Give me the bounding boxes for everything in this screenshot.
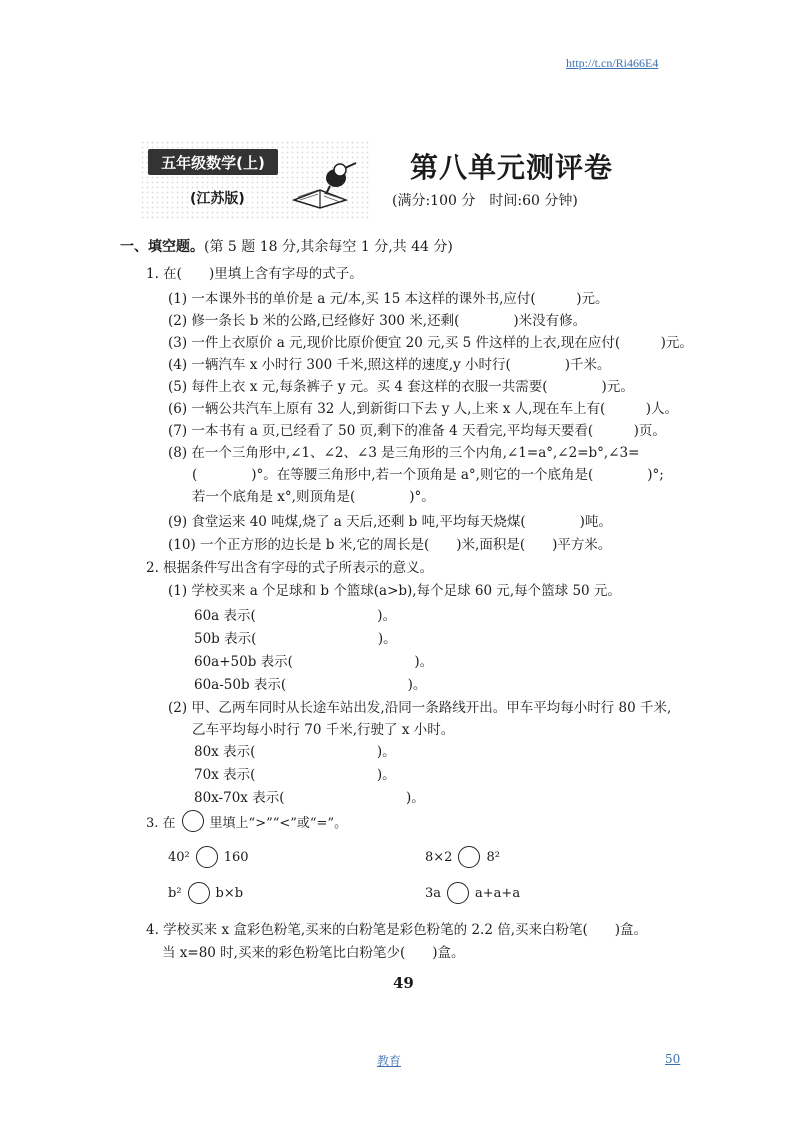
answer-circle[interactable]	[447, 882, 469, 904]
compare-item	[425, 882, 520, 904]
exam-meta: (满分:100 分 时间:60 分钟)	[392, 193, 578, 209]
compare-item	[425, 846, 500, 868]
answer-circle[interactable]	[196, 846, 218, 868]
question-4-line1: 4. 学校买来 x 盒彩色粉笔,买来的白粉笔是彩色粉笔的 2.2 倍,买来白粉笔( )盒。	[146, 922, 648, 938]
q1-item: (1) 一本课外书的单价是 a 元/本,买 15 本这样的课外书,应付( )元。	[168, 291, 609, 307]
answer-circle[interactable]	[188, 882, 210, 904]
q1-item: (4) 一辆汽车 x 小时行 300 千米,照这样的速度,y 小时行( )千米。	[168, 357, 611, 373]
q3-stem-start: 3. 在	[146, 815, 176, 831]
q1-item: (8) 在一个三角形中,∠1、∠2、∠3 是三角形的三个内角,∠1=a°,∠2=b°,∠3=	[168, 445, 640, 461]
book-illustration-icon	[290, 160, 362, 214]
question-2-stem: 2. 根据条件写出含有字母的式子所表示的意义。	[146, 560, 434, 576]
q1-item: (10) 一个正方形的边长是 b 米,它的周长是( )米,面积是( )平方米。	[168, 537, 612, 553]
q1-item: ( )°。在等腰三角形中,若一个顶角是 a°,则它的一个底角是( )°;	[192, 467, 664, 483]
section-title: 一、填空题。	[120, 239, 204, 255]
q2-sub2-line2: 乙车平均每小时行 70 千米,行驶了 x 小时。	[192, 722, 455, 738]
question-4-line2: 当 x=80 时,买来的彩色粉笔比白粉笔少( )盒。	[162, 945, 465, 961]
q1-item: (7) 一本书有 a 页,已经看了 50 页,剩下的准备 4 天看完,平均每天要看( )页。	[168, 423, 666, 439]
q2-sub1: (1) 学校买来 a 个足球和 b 个篮球(a>b),每个足球 60 元,每个篮球 50 元。	[168, 583, 621, 599]
compare-left: 40²	[168, 849, 190, 865]
answer-circle[interactable]	[458, 846, 480, 868]
grade-badge: 五年级数学(上)	[148, 149, 278, 175]
question-1-stem: 1. 在( )里填上含有字母的式子。	[146, 266, 363, 282]
q1-item: (2) 修一条长 b 米的公路,已经修好 300 米,还剩( )米没有修。	[168, 313, 587, 329]
compare-right: 160	[223, 849, 249, 865]
q1-item: (5) 每件上衣 x 元,每条裤子 y 元。买 4 套这样的衣服一共需要( )元。	[168, 379, 634, 395]
q1-item: 若一个底角是 x°,则顶角是( )°。	[192, 489, 435, 505]
section-heading	[120, 236, 453, 256]
q2-sub1-item: 60a-50b 表示( )。	[194, 677, 427, 693]
q2-sub2-item: 80x-70x 表示( )。	[194, 790, 425, 806]
compare-right: a+a+a	[475, 885, 521, 901]
q3-stem-end: 里填上“>”“<”或“=”。	[209, 815, 348, 831]
compare-left: 3a	[425, 885, 442, 901]
q2-sub2-item: 70x 表示( )。	[194, 767, 396, 783]
compare-left: b²	[168, 885, 182, 901]
q2-sub1-item: 50b 表示( )。	[194, 631, 397, 647]
footer-link[interactable]: 教育	[377, 1054, 402, 1068]
question-3-stem	[146, 810, 347, 832]
section-note: (第 5 题 18 分,其余每空 1 分,共 44 分)	[204, 239, 453, 255]
compare-item	[168, 882, 243, 904]
q2-sub2-item: 80x 表示( )。	[194, 744, 396, 760]
q1-item: (6) 一辆公共汽车上原有 32 人,到新街口下去 y 人,上来 x 人,现在车上有( )人。	[168, 401, 678, 417]
q2-sub1-item: 60a 表示( )。	[194, 608, 397, 624]
compare-right: 8²	[486, 849, 500, 865]
q2-sub2-line1: (2) 甲、乙两车同时从长途车站出发,沿同一条路线开出。甲车平均每小时行 80 千米,	[168, 700, 672, 716]
circle-icon	[182, 810, 204, 832]
q1-item: (3) 一件上衣原价 a 元,现价比原价便宜 20 元,买 5 件这样的上衣,现在应付( )元。	[168, 335, 693, 351]
q1-item: (9) 食堂运来 40 吨煤,烧了 a 天后,还剩 b 吨,平均每天烧煤( )吨。	[168, 514, 612, 530]
compare-right: b×b	[215, 885, 244, 901]
compare-left: 8×2	[425, 849, 453, 865]
page-number: 49	[393, 974, 414, 992]
compare-item	[168, 846, 249, 868]
page-title: 第八单元测评卷	[410, 151, 614, 184]
footer-page-link[interactable]: 50	[665, 1052, 681, 1066]
edition-label: (江苏版)	[190, 191, 245, 207]
q2-sub1-item: 60a+50b 表示( )。	[194, 654, 434, 670]
header-url-link[interactable]: http://t.cn/Ri466E4	[566, 56, 659, 70]
